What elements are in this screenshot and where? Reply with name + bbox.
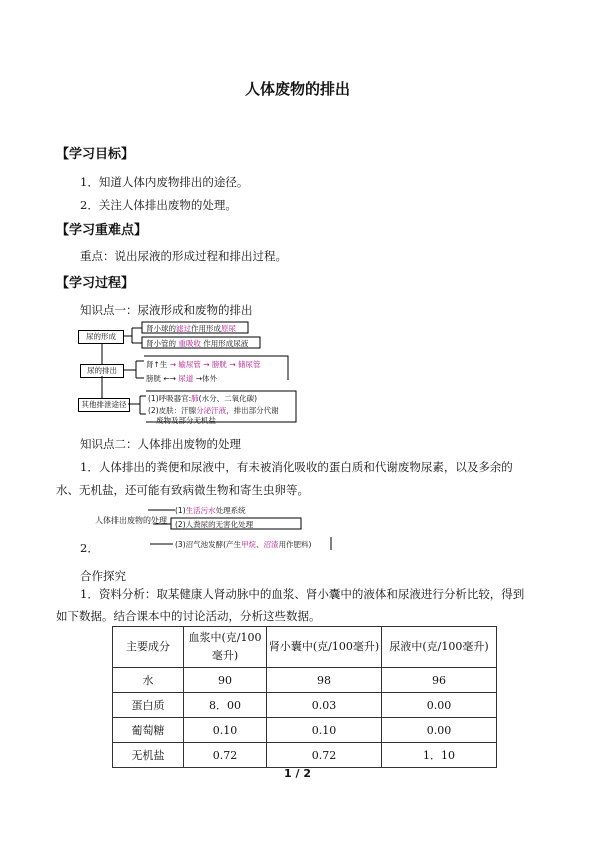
- excretion-diagram: [78, 318, 300, 428]
- table-cell: 96: [382, 668, 497, 693]
- route-bladder: → 膀胱: [203, 360, 227, 369]
- table-cell: 水: [113, 668, 184, 693]
- table-cell: 0.10: [267, 718, 382, 743]
- route-urethra: 尿道: [178, 374, 194, 383]
- table-cell: 8．00: [184, 693, 267, 718]
- filtration-text-a: 肾小球的: [146, 324, 176, 333]
- treatment-line-3: [175, 539, 312, 550]
- table-cell: 0.00: [382, 718, 497, 743]
- k2-item1-line1: 1．人体排出的粪便和尿液中，有未被消化吸收的蛋白质和代谢废物尿素，以及多余的: [80, 460, 513, 474]
- table-cell: 0.03: [267, 693, 382, 718]
- table-cell: 0.72: [184, 743, 267, 768]
- objective-2: 2．关注人体排出废物的处理。: [80, 198, 237, 212]
- reabsorption-line: [146, 338, 248, 349]
- respiration-answer: 肺: [191, 394, 199, 403]
- route-bladder-2: 膀胱 ←→: [146, 374, 176, 383]
- treatment-3-e: 用作肥料): [278, 540, 312, 549]
- urine-formation-box: 尿的形成: [78, 330, 124, 344]
- header-urine: 尿液中(克/100毫升): [382, 627, 497, 668]
- filtration-line: [146, 323, 236, 334]
- excretion-route-line: [146, 359, 260, 370]
- other-excretion-box: 其他排泄途径: [78, 398, 130, 412]
- table-cell: 98: [267, 668, 382, 693]
- table-header-row: [113, 627, 497, 668]
- table-row: [113, 693, 497, 718]
- cooperation-heading: 合作探究: [80, 569, 126, 583]
- table-cell: 蛋白质: [113, 693, 184, 718]
- urine-excretion-box: 尿的排出: [80, 364, 124, 378]
- k2-item1-line2: 水、无机盐，还可能有致病微生物和寄生虫卵等。: [56, 483, 309, 497]
- key-points-heading: 【学习重难点】: [56, 223, 148, 238]
- skin-text-a: (2)皮肤：汗腺: [148, 406, 197, 415]
- bladder-route-line: [146, 373, 217, 384]
- table-cell: 1．10: [382, 743, 497, 768]
- reabsorption-text-a: 肾小管的: [146, 339, 176, 348]
- table-row: [113, 718, 497, 743]
- process-heading: 【学习过程】: [56, 276, 135, 291]
- skin-answer: 分泌汗液: [196, 406, 227, 415]
- analysis-line2: 如下数据。结合课本中的讨论活动，分析这些数据。: [56, 609, 321, 623]
- treatment-1-answer: 生活污水: [185, 506, 216, 515]
- objective-1: 1．知道人体内废物排出的途径。: [80, 175, 249, 189]
- page-number: 1 / 2: [284, 767, 311, 780]
- composition-table: [112, 626, 497, 768]
- table-cell: 0.00: [382, 693, 497, 718]
- analysis-line1: 1．资料分析：取某健康人肾动脉中的血浆、肾小囊中的液体和尿液进行分析比较，得到: [80, 587, 525, 601]
- respiration-text-a: (1)呼吸器官:: [148, 394, 192, 403]
- route-outside: →体外: [195, 374, 218, 383]
- table-cell: 葡萄糖: [113, 718, 184, 743]
- page-title: 人体废物的排出: [244, 80, 350, 98]
- reabsorption-answer: 重吸收: [178, 339, 201, 348]
- knowledge-point-1-title: 知识点一：尿液形成和废物的排出: [80, 303, 253, 317]
- waste-treatment-diagram: [95, 502, 335, 552]
- route-storage: → 储尿管: [229, 360, 261, 369]
- treatment-3-residue: 沼渣: [263, 540, 279, 549]
- route-ureter: → 输尿管: [169, 360, 201, 369]
- header-capsule: 肾小囊中(克/100毫升): [267, 627, 382, 668]
- knowledge-point-2-title: 知识点二：人体排出废物的处理: [80, 437, 241, 451]
- treatment-3-a: (3)沼气池发酵(产生: [175, 540, 242, 549]
- table-cell: 无机盐: [113, 743, 184, 768]
- filtration-text-c: 作用形成: [191, 324, 221, 333]
- table-row: [113, 668, 497, 693]
- k2-item2-number: 2．: [80, 541, 99, 555]
- table-row: [113, 743, 497, 768]
- key-points-text: 重点：说出尿液的形成过程和排出过程。: [80, 249, 287, 263]
- skin-line-2: 废物及部分无机盐: [156, 416, 216, 425]
- treatment-box: 人体排出废物的处理: [95, 516, 167, 525]
- treatment-3-methane: 甲烷: [241, 540, 257, 549]
- treatment-1-c: 处理系统: [215, 506, 246, 515]
- treatment-1-a: (1): [175, 506, 186, 515]
- table-cell: 90: [184, 668, 267, 693]
- treatment-line-2: (2)人粪尿的无害化处理: [175, 520, 254, 529]
- route-kidney: 肾↑生: [146, 360, 168, 369]
- respiration-line: [148, 393, 257, 404]
- table-cell: 0.10: [184, 718, 267, 743]
- primary-urine-answer: 原尿: [221, 324, 236, 333]
- filtration-answer: 滤过: [176, 324, 191, 333]
- header-component: 主要成分: [113, 627, 184, 668]
- treatment-line-1: [175, 505, 246, 516]
- reabsorption-text-c: 作用形成尿液: [203, 339, 249, 348]
- treatment-3-c: 、: [256, 540, 264, 549]
- respiration-text-c: (水分、二氧化碳): [198, 394, 258, 403]
- header-plasma: 血浆中(克/100毫升): [184, 627, 267, 668]
- skin-text-c: ，排出部分代谢: [226, 406, 279, 415]
- objectives-heading: 【学习目标】: [56, 147, 135, 162]
- table-cell: 0.72: [267, 743, 382, 768]
